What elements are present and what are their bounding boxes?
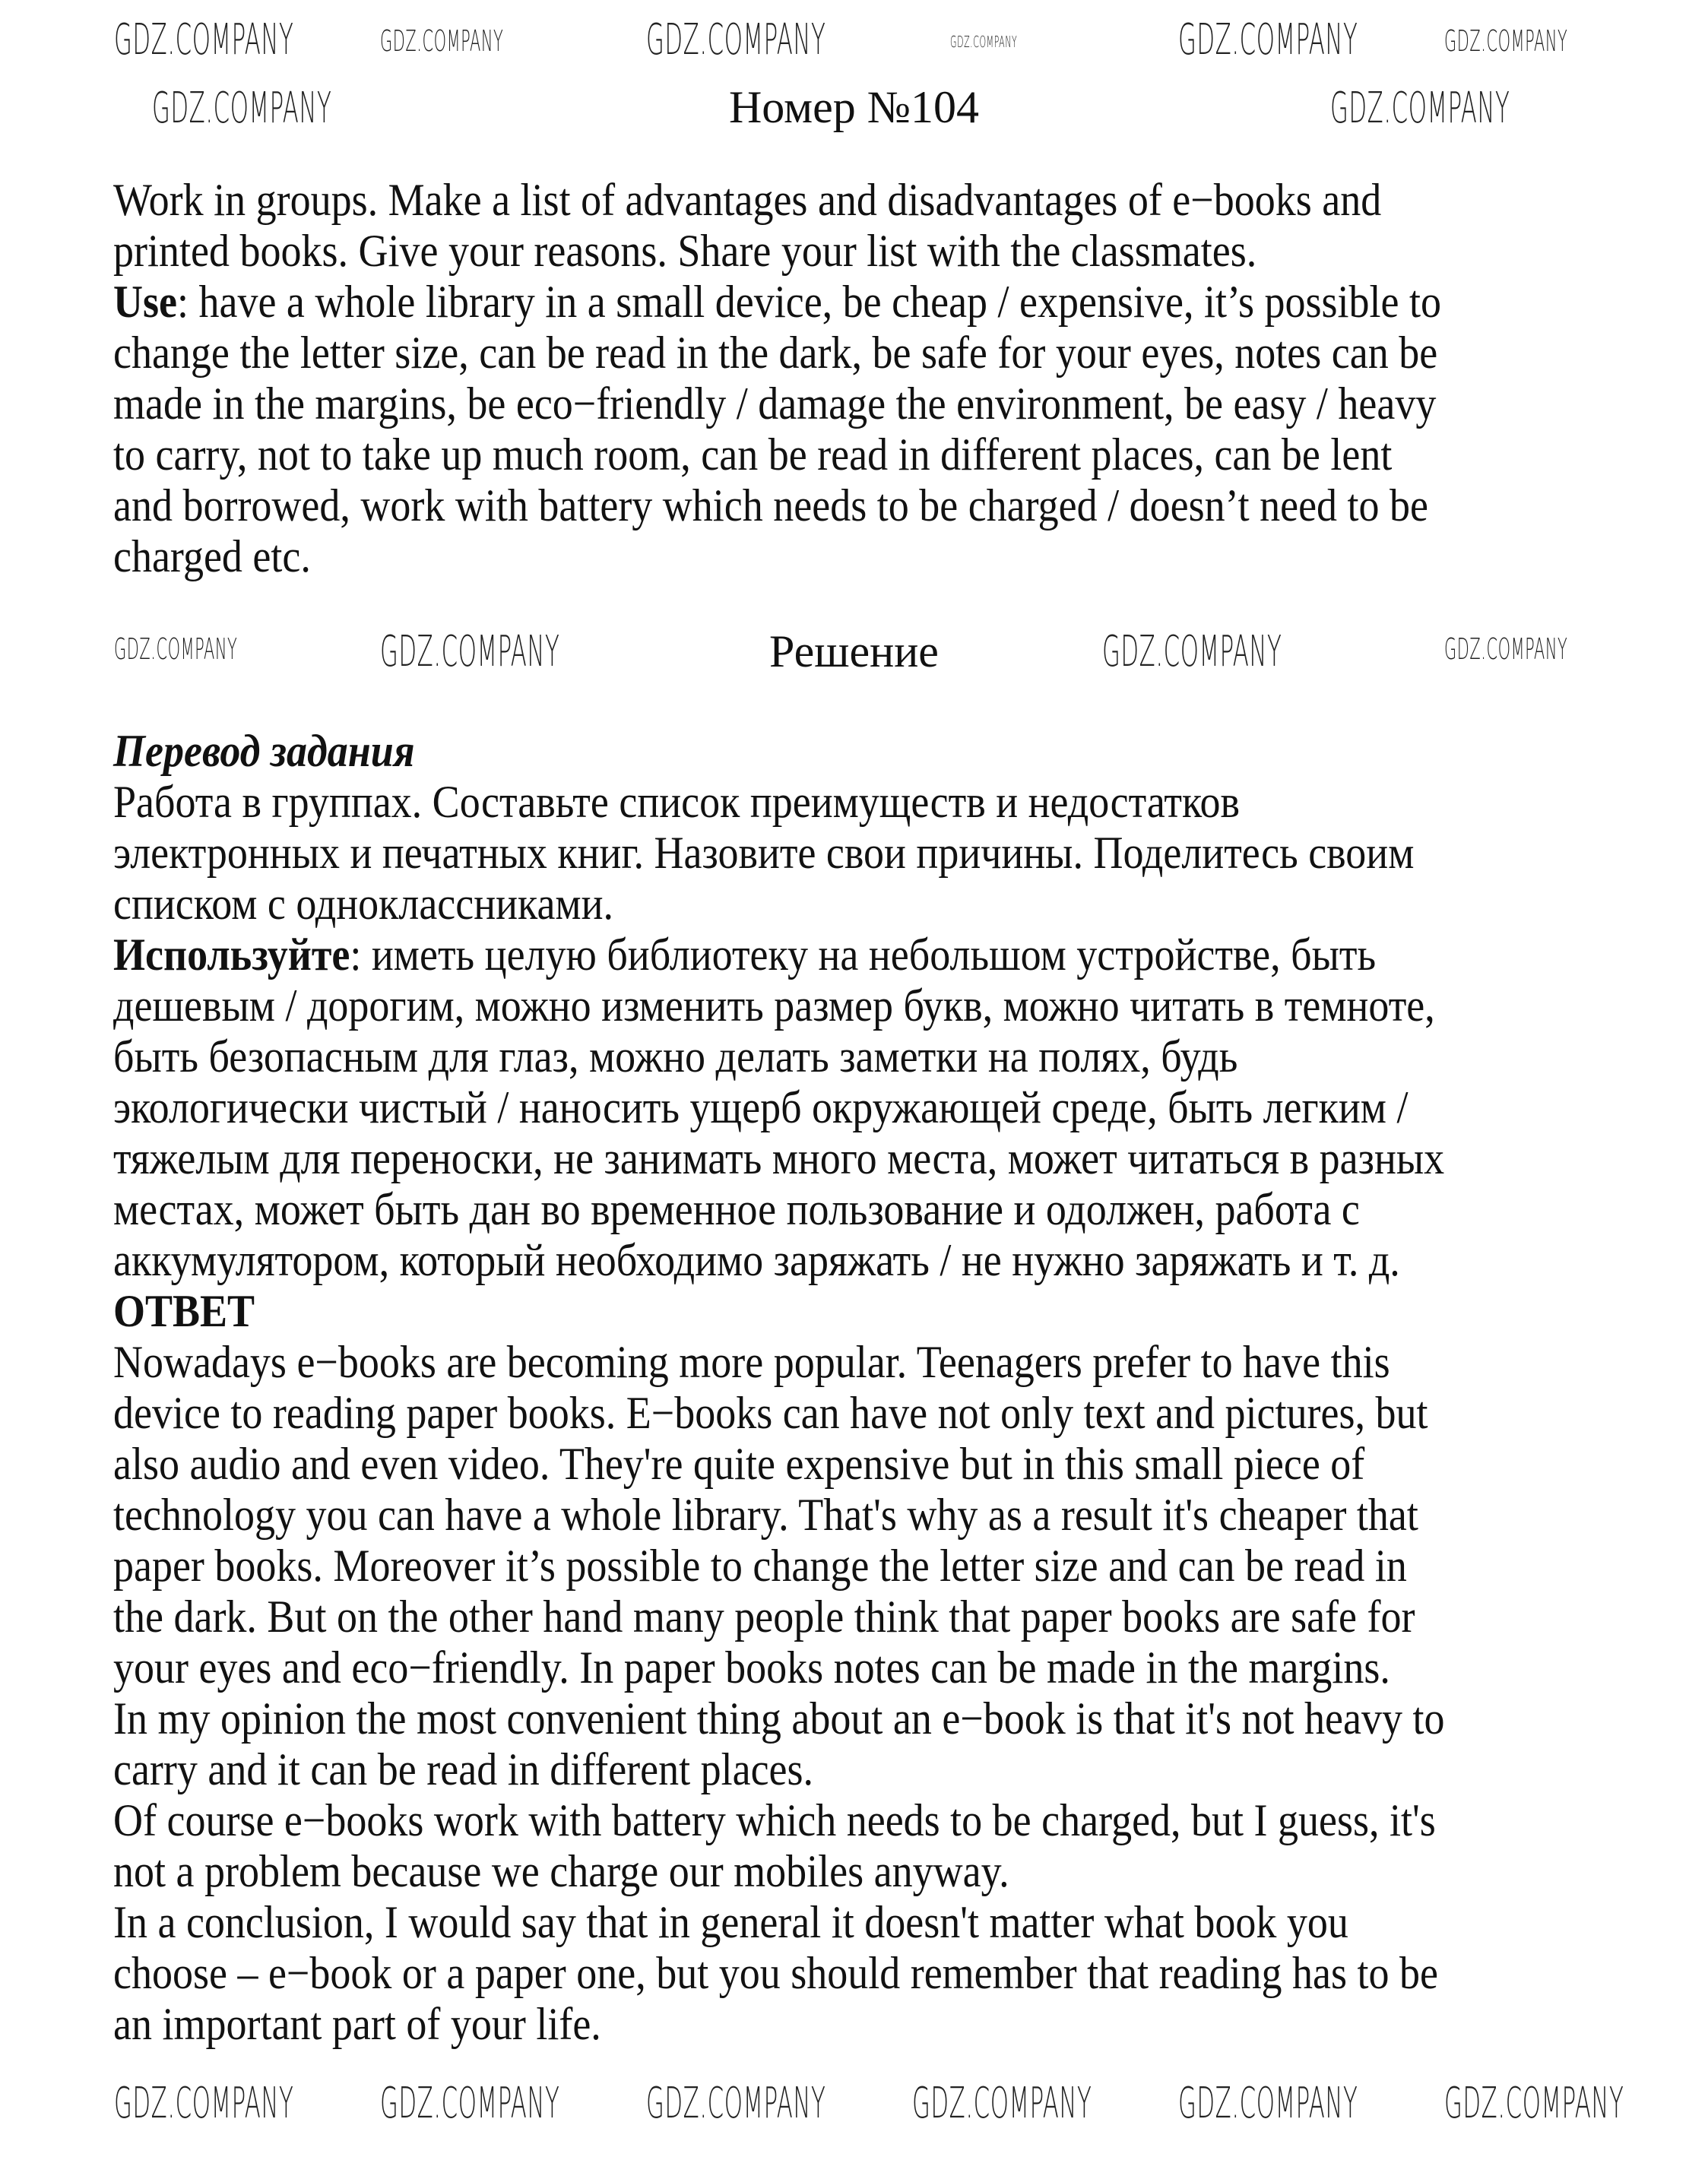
watermark: GDZ.COMPANY bbox=[1444, 2079, 1624, 2128]
answer-heading bbox=[113, 1286, 1687, 1337]
answer-line: your eyes and eco−friendly. In paper books notes can be made in the margins. bbox=[113, 1642, 1390, 1693]
task-line: to carry, not to take up much room, can be read in different places, can be lent bbox=[113, 429, 1393, 480]
watermark: GDZ.COMPANY bbox=[646, 2079, 826, 2128]
watermark: GDZ.COMPANY bbox=[912, 2079, 1092, 2128]
use-text-ru: : иметь целую библиотеку на небольшом устройстве, быть bbox=[350, 930, 1377, 980]
watermark: GDZ.COMPANY bbox=[380, 2079, 560, 2128]
answer-line: carry and it can be read in different places. bbox=[113, 1744, 814, 1794]
answer-line: Nowadays e−books are becoming more popular. Teenagers prefer to have this bbox=[113, 1337, 1390, 1387]
watermark: GDZ.COMPANY bbox=[380, 627, 560, 676]
answer-line: the dark. But on the other hand many people think that paper books are safe for bbox=[113, 1592, 1415, 1642]
watermark: GDZ.COMPANY bbox=[152, 84, 332, 133]
answer-line: also audio and even video. They're quite expensive but in this small piece of bbox=[113, 1439, 1365, 1489]
watermark: GDZ.COMPANY bbox=[380, 24, 504, 58]
task-line: made in the margins, be eco−friendly / damage the environment, be easy / heavy bbox=[113, 379, 1437, 429]
translation-line: экологически чистый / наносить ущерб окружающей среде, быть легким / bbox=[113, 1082, 1409, 1132]
translation-line: местах, может быть дан во временное пользование и одолжен, работа с bbox=[113, 1184, 1360, 1234]
answer-line: In a conclusion, I would say that in general it doesn't matter what book you bbox=[113, 1897, 1348, 1947]
page-title: Номер №104 bbox=[728, 82, 980, 132]
use-label: Use bbox=[113, 277, 177, 327]
task-line: Work in groups. Make a list of advantages and disadvantages of e−books and bbox=[113, 175, 1382, 225]
answer-line: Of course e−books work with battery which needs to be charged, but I guess, it's bbox=[113, 1795, 1436, 1845]
answer-line: technology you can have a whole library. That's why as a result it's cheaper that bbox=[113, 1490, 1418, 1540]
watermark: GDZ.COMPANY bbox=[950, 33, 1018, 51]
watermark: GDZ.COMPANY bbox=[1444, 24, 1568, 58]
answer-line: paper books. Moreover it’s possible to change the letter size and can be read in bbox=[113, 1541, 1407, 1591]
answer-line: In my opinion the most convenient thing about an e−book is that it's not heavy to bbox=[113, 1693, 1445, 1744]
translation-line: быть безопасным для глаз, можно делать заметки на полях, будь bbox=[113, 1031, 1238, 1082]
task-use-line bbox=[113, 277, 1687, 328]
answer-line: not a problem because we charge our mobiles anyway. bbox=[113, 1846, 1009, 1896]
translation-line: электронных и печатных книг. Назовите свои причины. Поделитесь своим bbox=[113, 828, 1415, 878]
watermark: GDZ.COMPANY bbox=[114, 15, 294, 65]
watermark: GDZ.COMPANY bbox=[114, 2079, 294, 2128]
watermark: GDZ.COMPANY bbox=[1178, 15, 1358, 65]
watermark: GDZ.COMPANY bbox=[114, 632, 238, 666]
watermark: GDZ.COMPANY bbox=[646, 15, 826, 65]
answer-line: device to reading paper books. E−books can have not only text and pictures, but bbox=[113, 1388, 1428, 1438]
watermark: GDZ.COMPANY bbox=[1444, 632, 1568, 666]
translation-line: дешевым / дорогим, можно изменить размер букв, можно читать в темноте, bbox=[113, 980, 1435, 1031]
translation-line: тяжелым для переноски, не занимать много места, может читаться в разных bbox=[113, 1133, 1445, 1183]
translation-line: списком с одноклассниками. bbox=[113, 879, 613, 929]
watermark: GDZ.COMPANY bbox=[1330, 84, 1510, 133]
translation-heading-text: Перевод задания bbox=[113, 726, 415, 776]
use-text: : have a whole library in a small device, be cheap / expensive, it’s possible to bbox=[176, 277, 1441, 327]
translation-use-line bbox=[113, 930, 1687, 980]
task-line: charged etc. bbox=[113, 531, 311, 581]
task-line: printed books. Give your reasons. Share your list with the classmates. bbox=[113, 226, 1257, 276]
task-line: change the letter size, can be read in the dark, be safe for your eyes, notes can be bbox=[113, 328, 1438, 378]
solution-text bbox=[113, 726, 1687, 2050]
answer-heading-text: ОТВЕТ bbox=[113, 1286, 255, 1336]
task-line: and borrowed, work with battery which needs to be charged / doesn’t need to be bbox=[113, 480, 1429, 531]
solution-heading: Решение bbox=[769, 626, 939, 676]
translation-line: аккумулятором, который необходимо заряжать / не нужно заряжать и т. д. bbox=[113, 1235, 1400, 1285]
translation-heading bbox=[113, 726, 1687, 777]
answer-line: an important part of your life. bbox=[113, 1999, 601, 2049]
use-label-ru: Используйте bbox=[113, 930, 350, 980]
task-text bbox=[113, 175, 1687, 582]
translation-line: Работа в группах. Составьте список преимуществ и недостатков bbox=[113, 777, 1241, 827]
watermark: GDZ.COMPANY bbox=[1102, 627, 1282, 676]
answer-line: choose – e−book or a paper one, but you should remember that reading has to be bbox=[113, 1948, 1438, 1998]
watermark: GDZ.COMPANY bbox=[1178, 2079, 1358, 2128]
